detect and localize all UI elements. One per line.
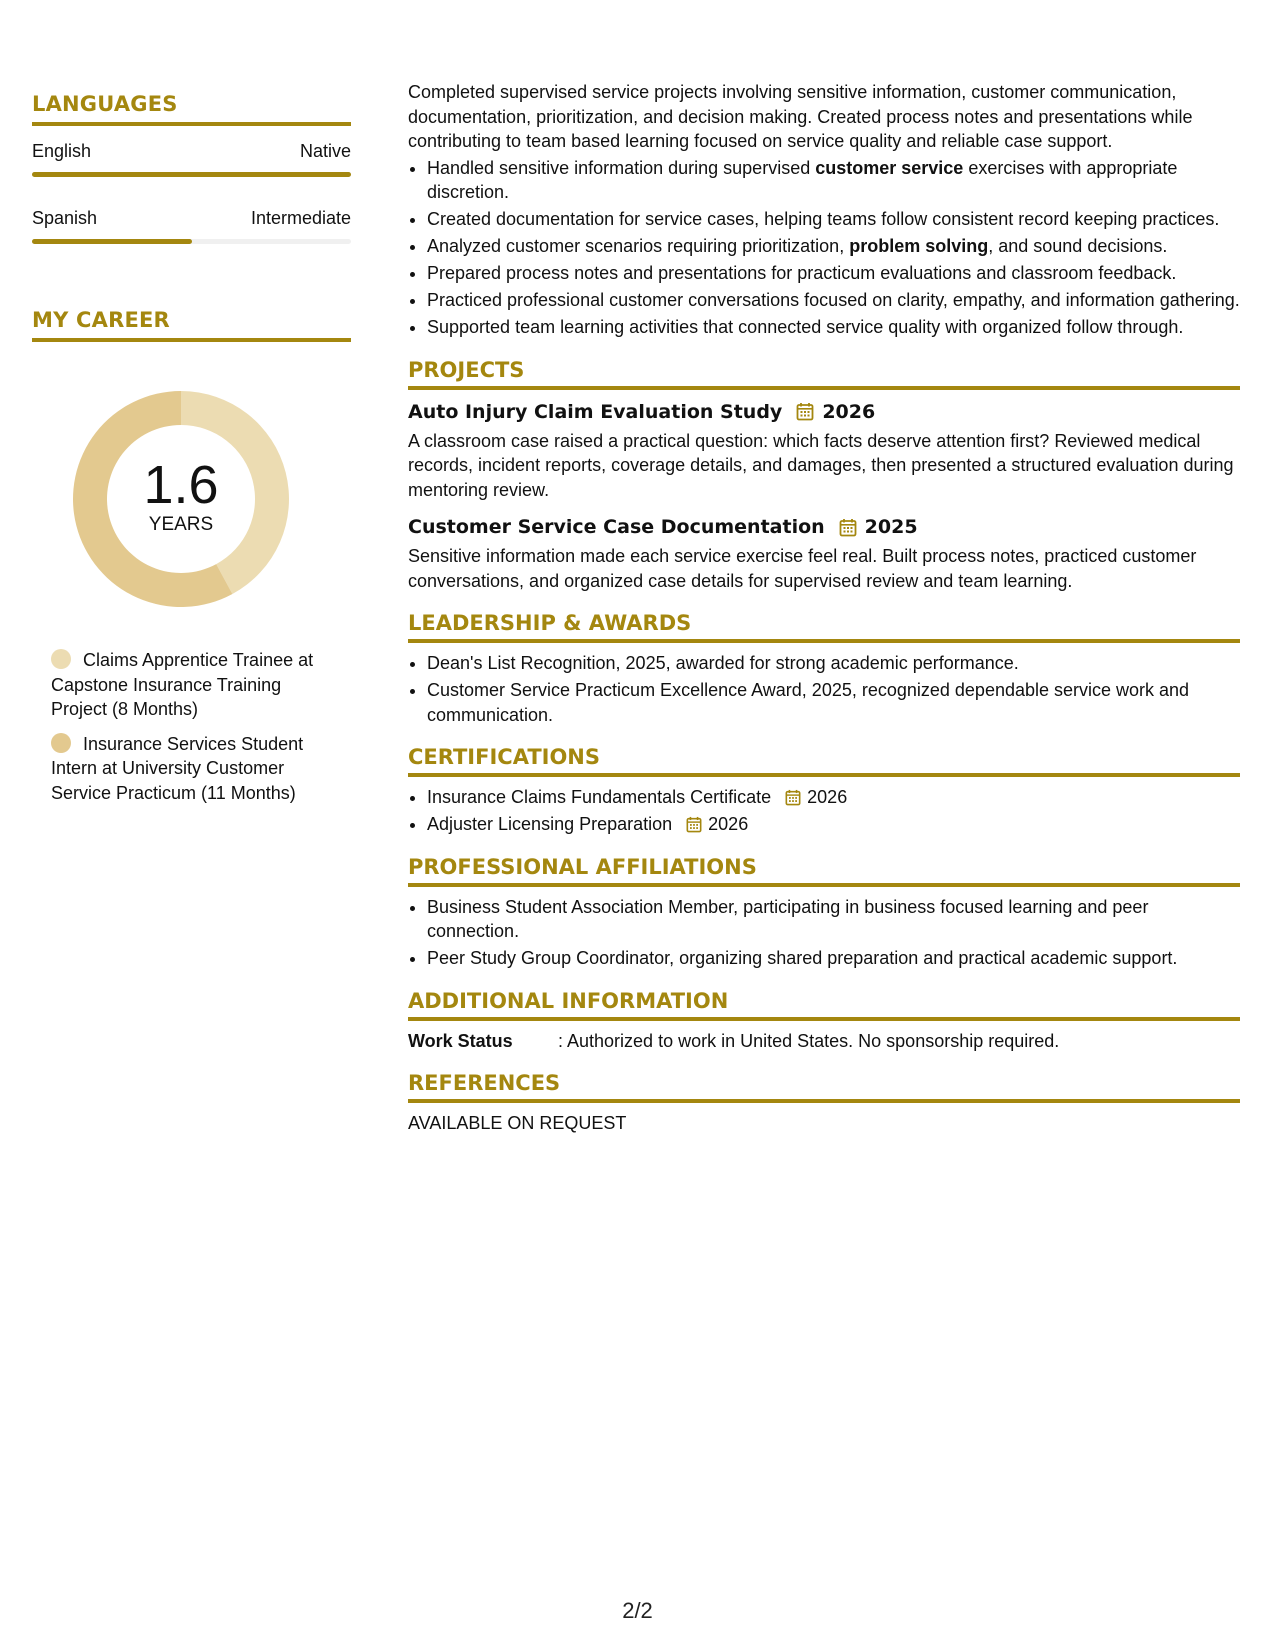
certification-name: • Adjuster Licensing Preparation	[427, 814, 673, 834]
project-entry	[408, 514, 1240, 593]
language-row	[32, 140, 351, 177]
sidebar	[32, 92, 351, 815]
leadership-heading: LEADERSHIP & AWARDS	[408, 611, 1240, 643]
language-row	[32, 207, 351, 244]
career-item-text: Claims Apprentice Trainee at Capstone Insurance Training Project (8 Months)	[51, 650, 314, 719]
references-text: AVAILABLE ON REQUEST	[408, 1112, 627, 1133]
affiliations-list	[408, 895, 1240, 971]
affiliation-item: • Peer Study Group Coordinator, organizing shared preparation and practical academic support.	[427, 946, 1240, 971]
certification-year: 2026	[708, 814, 749, 834]
certification-name: • Insurance Claims Fundamentals Certificate	[427, 787, 772, 807]
language-proficiency-fill	[32, 172, 351, 177]
calendar-icon	[686, 816, 702, 833]
work-status-value: : Authorized to work in United States. No sponsorship required.	[558, 1030, 1060, 1051]
experience-bullet: • Practiced professional customer conversations focused on clarity, empathy, and information gathering.	[427, 288, 1240, 313]
project-description: Sensitive information made each service exercise feel real. Built process notes, practiced customer conversations, and organized case details for supervised review and team learning.	[408, 546, 1197, 591]
calendar-icon	[785, 789, 801, 806]
experience-bullets	[408, 156, 1240, 340]
career-heading: MY CAREER	[32, 308, 351, 342]
experience-bullet: • Prepared process notes and presentations for practicum evaluations and classroom feedback.	[427, 261, 1240, 286]
career-donut-chart	[66, 384, 296, 614]
project-entry	[408, 399, 1240, 503]
career-legend-item	[51, 648, 341, 722]
experience-bullet: • Created documentation for service cases, helping teams follow consistent record keeping practices.	[427, 207, 1240, 232]
projects-heading: PROJECTS	[408, 358, 1240, 390]
certification-year: 2026	[807, 787, 848, 807]
main-column	[408, 80, 1240, 1134]
experience-bullet: • Handled sensitive information during supervised customer service exercises with appropriate discretion.	[427, 156, 1240, 205]
language-name: English	[32, 141, 92, 161]
certifications-heading: CERTIFICATIONS	[408, 745, 1240, 777]
experience-summary: Completed supervised service projects involving sensitive information, customer communication, documentation, prioritization, and decision making. Created process notes and presentations while contributing to team based learning focused on service quality and reliable case support.	[408, 82, 1193, 151]
language-proficiency-bar	[32, 239, 351, 244]
languages-list	[32, 140, 351, 244]
career-section	[32, 308, 351, 805]
language-level: Native	[299, 141, 351, 161]
additional-info-heading: ADDITIONAL INFORMATION	[408, 989, 1240, 1021]
career-years-value: 1.6	[143, 455, 219, 515]
experience-bullet: • Supported team learning activities that connected service quality with organized follow through.	[427, 315, 1240, 340]
languages-heading: LANGUAGES	[32, 92, 351, 126]
career-years-unit: YEARS	[148, 514, 214, 535]
certification-item	[427, 812, 1240, 837]
work-status-row	[408, 1029, 1240, 1053]
project-year: 2025	[864, 516, 918, 538]
project-description: A classroom case raised a practical question: which facts deserve attention first? Reviewed medical records, incident reports, coverage details, and damages, then presented a structured evaluation during mentoring review.	[408, 430, 1234, 500]
calendar-icon	[839, 518, 857, 537]
leadership-list	[408, 651, 1240, 727]
leadership-item: • Dean's List Recognition, 2025, awarded for strong academic performance.	[427, 651, 1240, 676]
career-legend-item	[51, 732, 341, 806]
project-title: Customer Service Case Documentation	[408, 516, 825, 538]
language-proficiency-bar	[32, 172, 351, 177]
calendar-icon	[796, 402, 814, 421]
references-heading: REFERENCES	[408, 1071, 1240, 1103]
language-proficiency-fill	[32, 239, 192, 244]
work-status-label: Work Status	[408, 1030, 513, 1051]
career-legend	[51, 648, 341, 805]
page-number: 2/2	[622, 1598, 653, 1623]
experience-bullet: • Analyzed customer scenarios requiring prioritization, problem solving, and sound decisions.	[427, 234, 1240, 259]
affiliations-heading: PROFESSIONAL AFFILIATIONS	[408, 855, 1240, 887]
career-item-text: Insurance Services Student Intern at University Customer Service Practicum (11 Months)	[51, 733, 304, 803]
legend-dot-icon	[51, 733, 71, 753]
legend-dot-icon	[51, 649, 71, 669]
project-title: Auto Injury Claim Evaluation Study	[408, 400, 783, 423]
leadership-item: • Customer Service Practicum Excellence Award, 2025, recognized dependable service work and communication.	[427, 678, 1240, 727]
language-name: Spanish	[32, 208, 98, 228]
certifications-list	[408, 785, 1240, 837]
affiliation-item: • Business Student Association Member, participating in business focused learning and peer connection.	[427, 895, 1240, 944]
certification-item	[427, 785, 1240, 810]
language-level: Intermediate	[250, 208, 351, 228]
project-year: 2026	[822, 400, 876, 423]
